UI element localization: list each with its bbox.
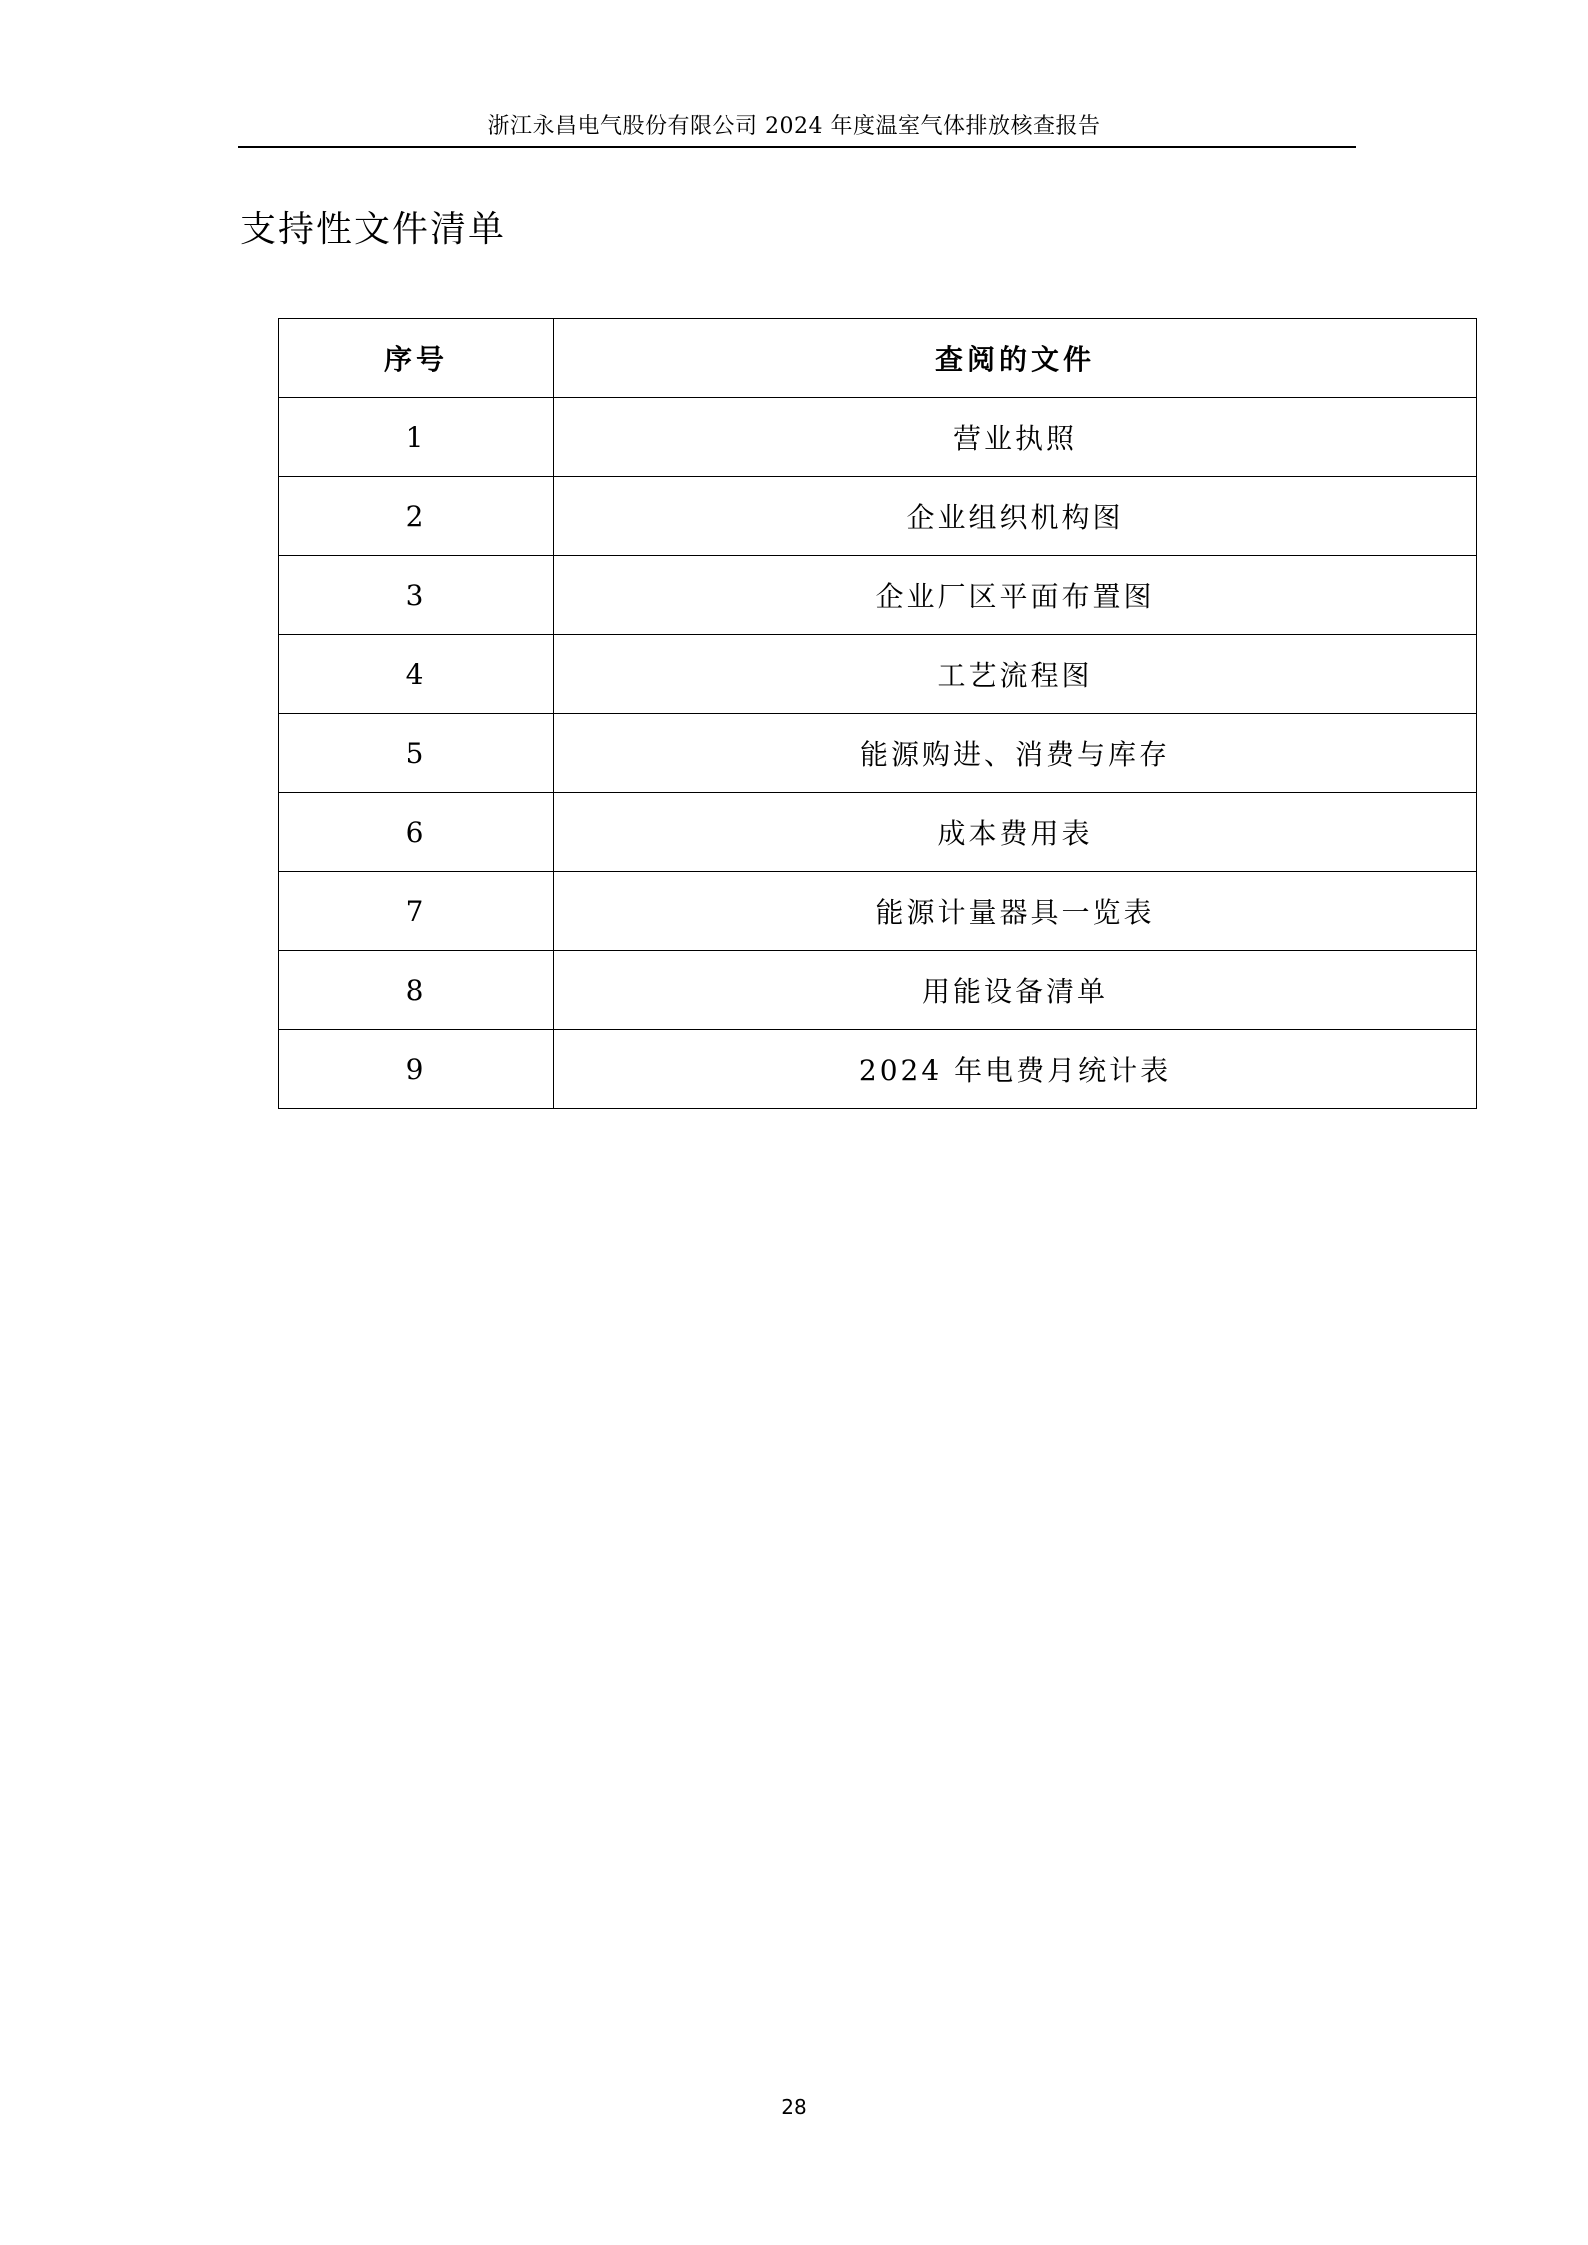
table-row: [279, 951, 1477, 1030]
table-row: [279, 398, 1477, 477]
row-document: 能源购进、消费与库存: [554, 714, 1477, 793]
supporting-documents-table: [278, 318, 1477, 1109]
row-index: 2: [279, 477, 554, 556]
row-document: 企业厂区平面布置图: [554, 556, 1477, 635]
table-row: [279, 556, 1477, 635]
row-document: 能源计量器具一览表: [554, 872, 1477, 951]
row-document: 企业组织机构图: [554, 477, 1477, 556]
section-title: 支持性文件清单: [240, 209, 507, 250]
running-header: 浙江永昌电气股份有限公司 2024 年度温室气体排放核查报告: [487, 114, 1101, 139]
row-index: 1: [279, 398, 554, 477]
row-index: 4: [279, 635, 554, 714]
row-document: 用能设备清单: [554, 951, 1477, 1030]
column-header-index: 序号: [279, 319, 554, 398]
table-row: [279, 477, 1477, 556]
column-header-document: 查阅的文件: [554, 319, 1477, 398]
table-row: [279, 1030, 1477, 1109]
table-row: [279, 635, 1477, 714]
row-index: 5: [279, 714, 554, 793]
row-index: 8: [279, 951, 554, 1030]
page-number: 28: [781, 2095, 807, 2119]
header-divider: [238, 146, 1356, 148]
row-index: 6: [279, 793, 554, 872]
table-row: [279, 872, 1477, 951]
row-document: 成本费用表: [554, 793, 1477, 872]
table-row: [279, 793, 1477, 872]
row-index: 3: [279, 556, 554, 635]
row-index: 9: [279, 1030, 554, 1109]
table-row: [279, 714, 1477, 793]
row-document: 2024 年电费月统计表: [554, 1030, 1477, 1109]
row-document: 工艺流程图: [554, 635, 1477, 714]
table-header-row: [279, 319, 1477, 398]
row-document: 营业执照: [554, 398, 1477, 477]
row-index: 7: [279, 872, 554, 951]
